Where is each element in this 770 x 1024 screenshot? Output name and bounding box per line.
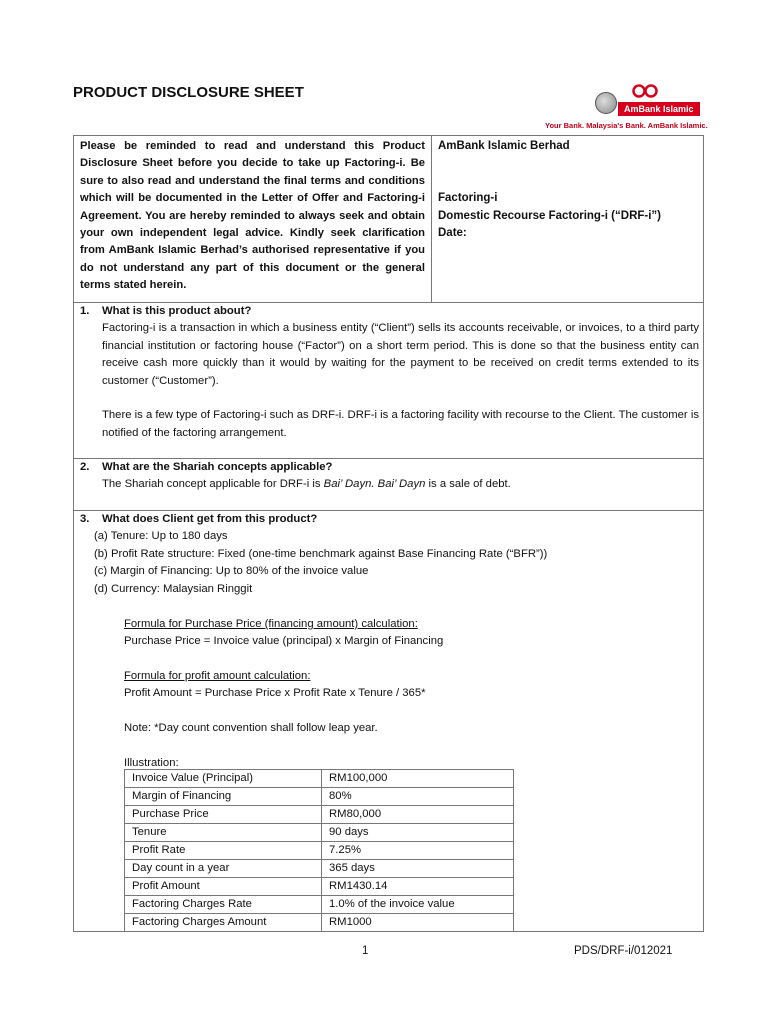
table-cell-value: RM1000 [322, 914, 514, 932]
brand-tagline: Your Bank. Malaysia's Bank. AmBank Islamic. [545, 121, 708, 130]
table-row [125, 896, 514, 914]
table-cell-value: 80% [322, 788, 514, 806]
intro-product-info [438, 138, 661, 243]
table-cell-label: Factoring Charges Rate [125, 896, 322, 914]
section-title: What are the Shariah concepts applicable? [102, 461, 333, 473]
section-paragraph [102, 476, 699, 494]
shariah-concept: Bai’ Dayn. Bai’ Dayn [323, 478, 426, 490]
formula-title: Formula for Purchase Price (financing amount) calculation: [124, 618, 418, 630]
table-row [125, 788, 514, 806]
formula-text: Purchase Price = Invoice value (principal) x Margin of Financing [124, 635, 444, 647]
table-row [125, 842, 514, 860]
table-row [125, 824, 514, 842]
section-number: 1. [80, 305, 90, 317]
product-variant: Domestic Recourse Factoring-i (“DRF-i”) [438, 209, 661, 222]
section-paragraph: There is a few type of Factoring-i such as DRF-i. DRF-i is a factoring facility with recourse to the Client. The customer is notified of the factoring arrangement. [102, 409, 699, 439]
intro-reminder: Please be reminded to read and understand this Product Disclosure Sheet before you decide to take up Factoring-i. Be sure to also read and understand the final terms and conditions which will be documented in the Letter of Offer and Factoring-i Agreement. You are hereby reminded to always seek and obtain your own independent legal advice. Kindly seek clarification from AmBank Islamic Berhad’s authorised representative if you do not understand any part of this document or the general terms stated herein. [80, 140, 425, 292]
table-row [125, 860, 514, 878]
list-item: (a) Tenure: Up to 180 days [94, 530, 228, 542]
table-cell-value: 1.0% of the invoice value [322, 896, 514, 914]
section-paragraph: Factoring-i is a transaction in which a business entity (“Client”) sells its accounts receivable, or invoices, to a third party financial institution or factoring house (“Factor”) on a short term period. This is done so that the business entity can receive cash more quickly than it would by waiting for the payment to be received on credit terms extended to its customer (“Customer”). [102, 322, 699, 387]
table-cell-label: Tenure [125, 824, 322, 842]
date-label: Date: [438, 227, 467, 240]
list-item: (d) Currency: Malaysian Ringgit [94, 583, 253, 595]
intro-divider [431, 136, 432, 302]
table-cell-value: RM80,000 [322, 806, 514, 824]
table-row [125, 806, 514, 824]
ambank-mark-icon [630, 84, 660, 98]
table-cell-label: Margin of Financing [125, 788, 322, 806]
formula-title: Formula for profit amount calculation: [124, 670, 311, 682]
table-cell-label: Profit Amount [125, 878, 322, 896]
table-cell-value: 365 days [322, 860, 514, 878]
table-row [125, 914, 514, 932]
document-reference: PDS/DRF-i/012021 [574, 945, 673, 957]
table-cell-label: Factoring Charges Amount [125, 914, 322, 932]
disclosure-box [73, 135, 704, 932]
formula-text: Profit Amount = Purchase Price x Profit Rate x Tenure / 365* [124, 687, 426, 699]
note-text: Note: *Day count convention shall follow leap year. [124, 722, 378, 734]
bank-name: AmBank Islamic Berhad [438, 140, 570, 152]
illustration-label: Illustration: [124, 757, 179, 769]
table-cell-label: Invoice Value (Principal) [125, 770, 322, 788]
table-cell-value: 90 days [322, 824, 514, 842]
brand-name: AmBank Islamic [618, 102, 700, 116]
table-cell-label: Purchase Price [125, 806, 322, 824]
table-cell-value: RM1430.14 [322, 878, 514, 896]
table-cell-label: Profit Rate [125, 842, 322, 860]
seal-icon [595, 92, 617, 114]
table-row [125, 878, 514, 896]
section-number: 2. [80, 461, 90, 473]
illustration-table [124, 769, 514, 932]
shariah-text: The Shariah concept applicable for DRF-i is [102, 478, 324, 490]
section-title: What is this product about? [102, 305, 252, 317]
list-item: (c) Margin of Financing: Up to 80% of the invoice value [94, 565, 369, 577]
table-cell-label: Day count in a year [125, 860, 322, 878]
table-cell-value: 7.25% [322, 842, 514, 860]
list-item: (b) Profit Rate structure: Fixed (one-time benchmark against Base Financing Rate (“BFR”)) [94, 548, 548, 560]
shariah-text: is a sale of debt. [425, 478, 511, 490]
table-row [125, 770, 514, 788]
ambank-logo [540, 82, 708, 134]
page-number: 1 [362, 945, 369, 957]
product-name: Factoring-i [438, 192, 498, 205]
section-number: 3. [80, 513, 90, 525]
section-title: What does Client get from this product? [102, 513, 318, 525]
table-cell-value: RM100,000 [322, 770, 514, 788]
page-title: PRODUCT DISCLOSURE SHEET [73, 84, 304, 101]
